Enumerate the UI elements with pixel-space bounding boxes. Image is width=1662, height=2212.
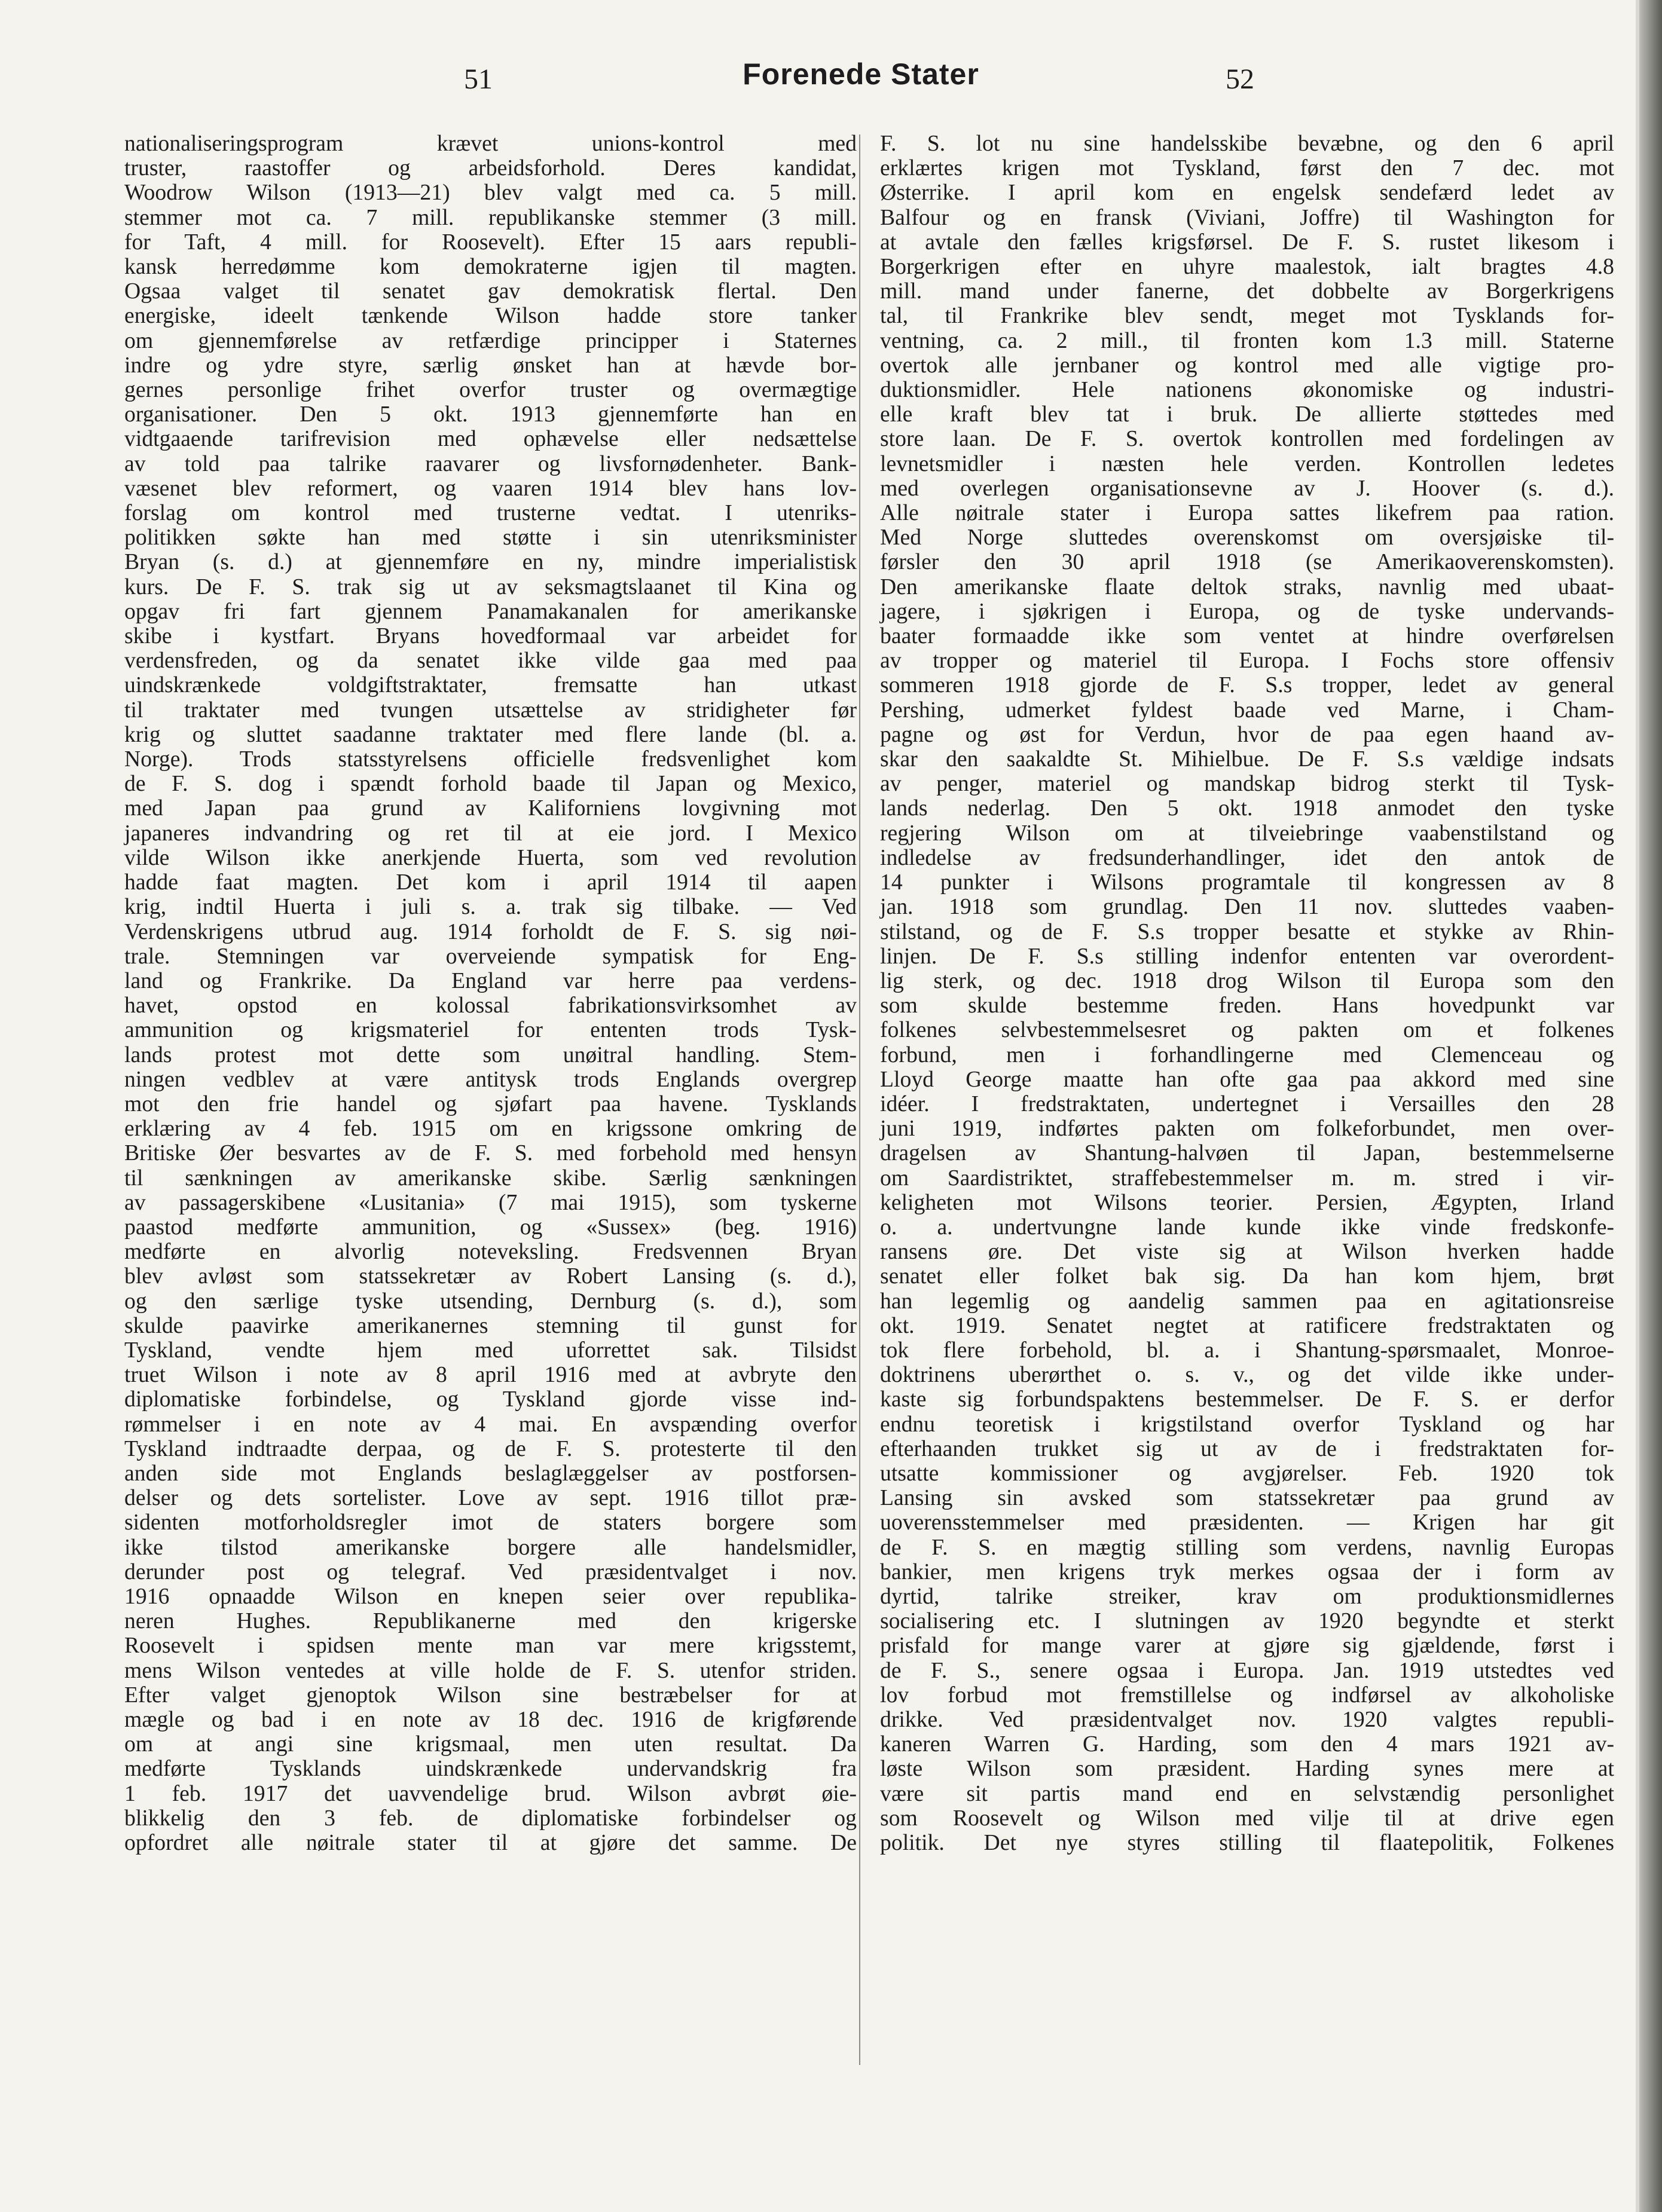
text-line: væsenet blev reformert, og vaaren 1914 blev hans lov- — [124, 475, 857, 501]
text-line: store laan. De F. S. overtok kontrollen med fordelingen av — [880, 426, 1614, 452]
text-line: krig og sluttet saadanne traktater med flere lande (bl. a. — [124, 721, 857, 747]
text-line: Lloyd George maatte han ofte gaa paa akkord med sine — [880, 1066, 1614, 1092]
text-line: land og Frankrike. Da England var herre paa verdens- — [124, 968, 857, 993]
text-line: kurs. De F. S. trak sig ut av seksmagtslaanet til Kina og — [124, 574, 857, 599]
text-line: forslag om kontrol med trusterne vedtat. I utenriks- — [124, 500, 857, 526]
text-line: havet, opstod en kolossal fabrikationsvirksomhet av — [124, 993, 857, 1018]
text-line: de F. S., senere ogsaa i Europa. Jan. 1919 utstedtes ved — [880, 1657, 1614, 1683]
text-line: om gjennemførelse av retfærdige principper i Staternes — [124, 328, 857, 353]
text-line: medførte Tysklands uindskrænkede undervandskrig fra — [124, 1756, 857, 1782]
text-line: Tyskland, vendte hjem med uforrettet sak. Tilsidst — [124, 1337, 857, 1363]
text-line: juni 1919, indførtes pakten om folkeforbundet, men over- — [880, 1116, 1614, 1142]
text-line: energiske, ideelt tænkende Wilson hadde store tanker — [124, 303, 857, 329]
text-line: med Japan paa grund av Kaliforniens lovgivning mot — [124, 796, 857, 821]
text-line: bankier, men krigens tryk merkes ogsaa der i form av — [880, 1559, 1614, 1584]
text-line: indre og ydre styre, særlig ønsket han at hævde bor- — [124, 352, 857, 378]
text-line: jagere, i sjøkrigen i Europa, og de tyske undervands- — [880, 598, 1614, 624]
text-line: o. a. undertvungne lande kunde ikke vinde fredskonfe- — [880, 1214, 1614, 1240]
text-line: ventning, ca. 2 mill., til fronten kom 1.3 mill. Staterne — [880, 328, 1614, 353]
text-line: drikke. Ved præsidentvalget nov. 1920 valgtes republi- — [880, 1707, 1614, 1732]
text-line: Verdenskrigens utbrud aug. 1914 forholdt de F. S. sig nøi- — [124, 919, 857, 944]
text-line: overtok alle jernbaner og kontrol med alle vigtige pro- — [880, 352, 1614, 378]
text-line: sommeren 1918 gjorde de F. S.s tropper, ledet av general — [880, 672, 1614, 698]
text-line: gernes personlige frihet overfor truster og overmægtige — [124, 377, 857, 403]
text-line: til traktater med tvungen utsættelse av stridigheter før — [124, 697, 857, 723]
text-line: om Saardistriktet, straffebestemmelser m. m. stred i vir- — [880, 1165, 1614, 1191]
text-line: verdensfreden, og da senatet ikke vilde gaa med paa — [124, 648, 857, 674]
text-line: løste Wilson som præsident. Harding synes mere at — [880, 1756, 1614, 1782]
text-line: ningen vedblev at være antitysk trods Englands overgrep — [124, 1066, 857, 1092]
text-line: Ogsaa valget til senatet gav demokratisk flertal. Den — [124, 279, 857, 304]
text-line: stemmer mot ca. 7 mill. republikanske stemmer (3 mill. — [124, 204, 857, 230]
text-line: sidenten motforholdsregler imot de staters borgere som — [124, 1510, 857, 1535]
text-line: lov forbud mot fremstillelse og indførsel av alkoholiske — [880, 1682, 1614, 1708]
text-line: erklærtes krigen mot Tyskland, først den 7 dec. mot — [880, 155, 1614, 181]
text-line: Efter valget gjenoptok Wilson sine bestræbelser for at — [124, 1682, 857, 1708]
text-line: skibe i kystfart. Bryans hovedformaal var arbeidet for — [124, 623, 857, 649]
text-line: tal, til Frankrike blev sendt, meget mot Tysklands for- — [880, 303, 1614, 329]
text-line: lands protest mot dette som unøitral handling. Stem- — [124, 1042, 857, 1067]
text-line: senatet eller folket bak sig. Da han kom hjem, brøt — [880, 1263, 1614, 1289]
text-line: indledelse av fredsunderhandlinger, idet den antok de — [880, 845, 1614, 870]
text-line: hadde faat magten. Det kom i april 1914 til aapen — [124, 870, 857, 895]
text-line: kansk herredømme kom demokraterne igjen til magten. — [124, 254, 857, 280]
text-line: rømmelser i en note av 4 mai. En avspænding overfor — [124, 1411, 857, 1437]
text-line: Tyskland indtraadte derpaa, og de F. S. protesterte til den — [124, 1436, 857, 1461]
text-line: av penger, materiel og mandskap bidrog sterkt til Tysk- — [880, 771, 1614, 797]
text-line: for Taft, 4 mill. for Roosevelt). Efter 15 aars republi- — [124, 229, 857, 255]
text-line: som skulde bestemme freden. Hans hovedpunkt var — [880, 993, 1614, 1018]
text-line: krig, indtil Huerta i juli s. a. trak sig tilbake. — Ved — [124, 894, 857, 920]
right-page-number: 52 — [1226, 63, 1254, 95]
text-line: Bryan (s. d.) at gjennemføre en ny, mindre imperialistisk — [124, 549, 857, 575]
text-line: Woodrow Wilson (1913—21) blev valgt med ca. 5 mill. — [124, 180, 857, 206]
text-line: linjen. De F. S.s stilling indenfor ententen var overordent- — [880, 943, 1614, 969]
text-line: til sænkningen av amerikanske skibe. Særlig sænkningen — [124, 1165, 857, 1191]
text-line: organisationer. Den 5 okt. 1913 gjennemførte han en — [124, 402, 857, 427]
text-line: diplomatiske forbindelse, og Tyskland gjorde visse ind- — [124, 1387, 857, 1412]
text-line: okt. 1919. Senatet negtet at ratificere fredstraktaten og — [880, 1312, 1614, 1338]
text-line: mægle og bad i en note av 18 dec. 1916 de krigførende — [124, 1707, 857, 1732]
text-line: Med Norge sluttedes overenskomst om oversjøiske til- — [880, 525, 1614, 550]
text-line: dyrtid, talrike streiker, krav om produktionsmidlernes — [880, 1583, 1614, 1609]
text-line: mot den frie handel og sjøfart paa havene. Tysklands — [124, 1091, 857, 1116]
text-line: blev avløst som statssekretær av Robert Lansing (s. d.), — [124, 1263, 857, 1289]
text-line: baater formaadde ikke som ventet at hindre overførelsen — [880, 623, 1614, 649]
text-line: Roosevelt i spidsen mente man var mere krigsstemt, — [124, 1633, 857, 1659]
text-line: skulde paavirke amerikanernes stemning til gunst for — [124, 1312, 857, 1338]
text-line: som Roosevelt og Wilson med vilje til at drive egen — [880, 1805, 1614, 1831]
text-line: at avtale den fælles krigsførsel. De F. S. rustet likesom i — [880, 229, 1614, 255]
text-line: han legemlig og aandelig sammen paa en agitationsreise — [880, 1288, 1614, 1314]
text-line: Alle nøitrale stater i Europa sattes likefrem paa ration. — [880, 500, 1614, 526]
text-line: Østerrike. I april kom en engelsk sendefærd ledet av — [880, 180, 1614, 206]
text-line: neren Hughes. Republikanerne med den krigerske — [124, 1608, 857, 1634]
text-line: lands nederlag. Den 5 okt. 1918 anmodet den tyske — [880, 796, 1614, 821]
text-line: uindskrænkede voldgiftstraktater, fremsatte han utkast — [124, 672, 857, 698]
text-line: politik. Det nye styres stilling til flaatepolitik, Folkenes — [880, 1830, 1614, 1856]
text-line: lig sterk, og dec. 1918 drog Wilson til Europa som den — [880, 968, 1614, 993]
text-line: socialisering etc. I slutningen av 1920 begyndte et sterkt — [880, 1608, 1614, 1634]
text-line: blikkelig den 3 feb. de diplomatiske forbindelser og — [124, 1805, 857, 1831]
text-line: uoverensstemmelser med præsidenten. — Krigen har git — [880, 1510, 1614, 1535]
text-line: truster, raastoffer og arbeidsforhold. Deres kandidat, — [124, 155, 857, 181]
text-line: skar den saakaldte St. Mihielbue. De F. S.s vældige indsats — [880, 746, 1614, 772]
text-line: av tropper og materiel til Europa. I Fochs store offensiv — [880, 648, 1614, 674]
page-header — [0, 57, 1662, 105]
text-line: duktionsmidler. Hele nationens økonomiske og industri- — [880, 377, 1614, 403]
text-line: 1 feb. 1917 det uavvendelige brud. Wilson avbrøt øie- — [124, 1780, 857, 1806]
text-line: av passagerskibene «Lusitania» (7 mai 1915), som tyskerne — [124, 1189, 857, 1215]
text-line: ransens øre. Det viste sig at Wilson hverken hadde — [880, 1239, 1614, 1265]
text-line: kaneren Warren G. Harding, som den 4 mars 1921 av- — [880, 1731, 1614, 1757]
text-line: idéer. I fredstraktaten, undertegnet i Versailles den 28 — [880, 1091, 1614, 1116]
text-line: elle kraft blev tat i bruk. De allierte støttedes med — [880, 402, 1614, 427]
text-line: keligheten mot Wilsons teorier. Persien, Ægypten, Irland — [880, 1189, 1614, 1215]
text-line: nationaliseringsprogram krævet unions-kontrol med — [124, 131, 857, 156]
text-line: regjering Wilson om at tilveiebringe vaabenstilstand og — [880, 820, 1614, 846]
text-line: trale. Stemningen var overveiende sympatisk for Eng- — [124, 943, 857, 969]
text-line: prisfald for mange varer at gjøre sig gjældende, først i — [880, 1633, 1614, 1659]
text-line: F. S. lot nu sine handelsskibe bevæbne, og den 6 april — [880, 131, 1614, 156]
text-line: med overlegen organisationsevne av J. Hoover (s. d.). — [880, 475, 1614, 501]
text-line: Den amerikanske flaate deltok straks, navnlig med ubaat- — [880, 574, 1614, 599]
text-line: opgav fri fart gjennem Panamakanalen for amerikanske — [124, 598, 857, 624]
book-edge — [1639, 0, 1662, 2212]
text-line: mens Wilson ventedes at ville holde de F. S. utenfor striden. — [124, 1657, 857, 1683]
text-line: de F. S. en mægtig stilling som verdens, navnlig Europas — [880, 1534, 1614, 1560]
text-line: tok flere forbehold, bl. a. i Shantung-spørsmaalet, Monroe- — [880, 1337, 1614, 1363]
text-line: japaneres indvandring og ret til at eie jord. I Mexico — [124, 820, 857, 846]
text-line: vidtgaaende tarifrevision med ophævelse eller nedsættelse — [124, 426, 857, 452]
text-line: medførte en alvorlig noteveksling. Fredsvennen Bryan — [124, 1239, 857, 1265]
text-line: derunder post og telegraf. Ved præsidentvalget i nov. — [124, 1559, 857, 1584]
column-divider — [859, 134, 860, 2065]
text-line: efterhaanden trukket sig ut av de i fredstraktaten for- — [880, 1436, 1614, 1461]
text-line: Pershing, udmerket fyldest baade ved Marne, i Cham- — [880, 697, 1614, 723]
text-line: ikke tilstod amerikanske borgere alle handelsmidler, — [124, 1534, 857, 1560]
text-line: av told paa talrike raavarer og livsfornødenheter. Bank- — [124, 451, 857, 476]
text-line: 1916 opnaadde Wilson en knepen seier over republika- — [124, 1583, 857, 1609]
text-line: førsler den 30 april 1918 (se Amerikaoverenskomsten). — [880, 549, 1614, 575]
text-line: Borgerkrigen efter en uhyre maalestok, ialt bragtes 4.8 — [880, 254, 1614, 280]
text-line: mill. mand under fanerne, det dobbelte av Borgerkrigens — [880, 279, 1614, 304]
text-line: de F. S. dog i spændt forhold baade til Japan og Mexico, — [124, 771, 857, 797]
text-line: erklæring av 4 feb. 1915 om en krigssone omkring de — [124, 1116, 857, 1142]
right-text-column — [880, 131, 1614, 1855]
text-line: Britiske Øer besvartes av de F. S. med forbehold med hensyn — [124, 1140, 857, 1166]
text-line: folkenes selvbestemmelsesret og pakten om et folkenes — [880, 1017, 1614, 1043]
left-page-number: 51 — [464, 63, 493, 95]
text-line: politikken søkte han med støtte i sin utenriksminister — [124, 525, 857, 550]
text-line: Lansing sin avsked som statssekretær paa grund av — [880, 1485, 1614, 1511]
text-line: anden side mot Englands beslaglæggelser av postforsen- — [124, 1460, 857, 1486]
text-line: endnu teoretisk i krigstilstand overfor Tyskland og har — [880, 1411, 1614, 1437]
text-line: Norge). Trods statsstyrelsens officielle fredsvenlighet kom — [124, 746, 857, 772]
left-text-column — [124, 131, 857, 1855]
text-line: og den særlige tyske utsending, Dernburg (s. d.), som — [124, 1288, 857, 1314]
text-line: utsatte kommissioner og avgjørelser. Feb. 1920 tok — [880, 1460, 1614, 1486]
text-line: doktrinens uberørthet o. s. v., og det vilde ikke under- — [880, 1362, 1614, 1388]
text-line: stilstand, og de F. S.s tropper besatte et stykke av Rhin- — [880, 919, 1614, 944]
text-line: kaste sig forbundspaktens bestemmelser. De F. S. er derfor — [880, 1387, 1614, 1412]
text-line: Balfour og en fransk (Viviani, Joffre) til Washington for — [880, 204, 1614, 230]
text-line: levnetsmidler i næsten hele verden. Kontrollen ledetes — [880, 451, 1614, 476]
running-title: Forenede Stater — [743, 57, 979, 91]
text-line: 14 punkter i Wilsons programtale til kongressen av 8 — [880, 870, 1614, 895]
text-line: pagne og øst for Verdun, hvor de paa egen haand av- — [880, 721, 1614, 747]
text-line: paastod medførte ammunition, og «Sussex» (beg. 1916) — [124, 1214, 857, 1240]
text-line: dragelsen av Shantung-halvøen til Japan, bestemmelserne — [880, 1140, 1614, 1166]
text-line: truet Wilson i note av 8 april 1916 med at avbryte den — [124, 1362, 857, 1388]
text-line: ammunition og krigsmateriel for ententen trods Tysk- — [124, 1017, 857, 1043]
text-line: vilde Wilson ikke anerkjende Huerta, som ved revolution — [124, 845, 857, 870]
text-line: forbund, men i forhandlingerne med Clemenceau og — [880, 1042, 1614, 1067]
text-line: delser og dets sortelister. Love av sept. 1916 tillot præ- — [124, 1485, 857, 1511]
text-line: jan. 1918 som grundlag. Den 11 nov. sluttedes vaaben- — [880, 894, 1614, 920]
text-line: være sit partis mand end en selvstændig personlighet — [880, 1780, 1614, 1806]
text-line: opfordret alle nøitrale stater til at gjøre det samme. De — [124, 1830, 857, 1856]
text-line: om at angi sine krigsmaal, men uten resultat. Da — [124, 1731, 857, 1757]
